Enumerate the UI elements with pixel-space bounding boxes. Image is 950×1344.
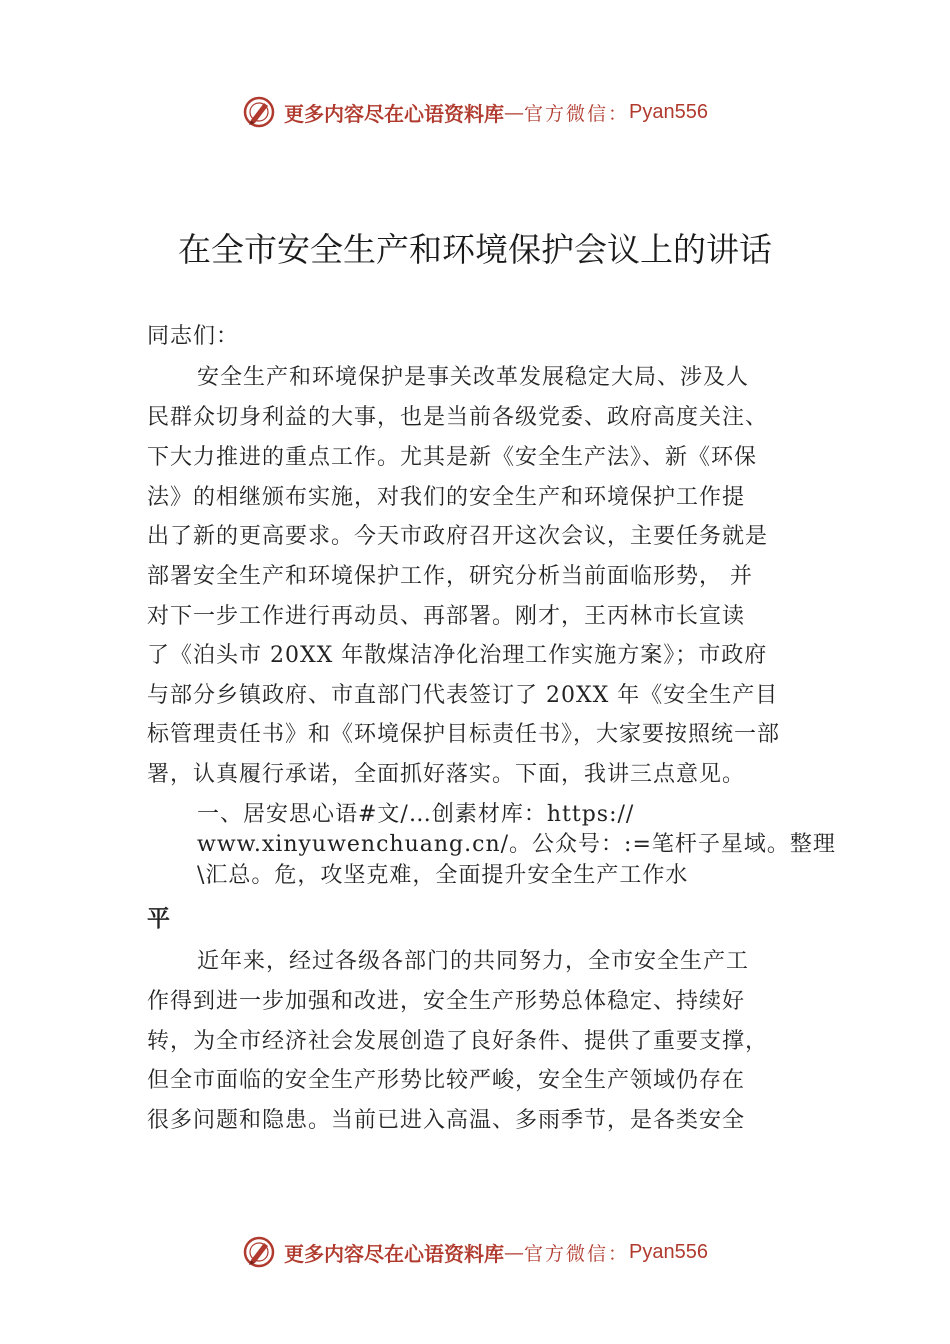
paragraph-line: 民群众切身利益的大事，也是当前各级党委、政府高度关注、 xyxy=(147,405,769,430)
watermark-text: 更多内容尽在心语资料库 xyxy=(284,101,504,126)
paragraph-line: 出了新的更高要求。今天市政府召开这次会议，主要任务就是 xyxy=(147,524,769,549)
watermark-wechat-label: 官方微信： xyxy=(524,102,630,125)
header-watermark-banner xyxy=(0,92,950,132)
document-title: 在全市安全生产和环境保护会议上的讲话 xyxy=(178,230,772,269)
paragraph-line: 标管理责任书》和《环境保护目标责任书》，大家要按照统一部 xyxy=(147,722,781,747)
section-heading-line: \汇总。危，攻坚克难，全面提升安全生产工作水 xyxy=(197,863,689,888)
section-heading-end: 平 xyxy=(147,905,171,932)
paragraph-line: 近年来，经过各级各部门的共同努力，全市安全生产工 xyxy=(197,949,750,974)
watermark-wechat-label: 官方微信： xyxy=(524,1242,630,1265)
paragraph-line: 与部分乡镇政府、市直部门代表签订了 20XX 年《安全生产目 xyxy=(147,683,779,708)
watermark-separator: — xyxy=(504,100,524,124)
paragraph-line: 部署安全生产和环境保护工作，研究分析当前面临形势， 并 xyxy=(147,564,753,589)
paragraph-line: 署，认真履行承诺，全面抓好落实。下面，我讲三点意见。 xyxy=(147,762,746,787)
watermark-text: 更多内容尽在心语资料库 xyxy=(284,1241,504,1266)
pen-circle-logo-icon xyxy=(242,95,276,129)
pen-circle-logo-icon xyxy=(242,1235,276,1269)
paragraph-line: 对下一步工作进行再动员、再部署。刚才，王丙林市长宣读 xyxy=(147,604,746,629)
paragraph-line: 转，为全市经济社会发展创造了良好条件、提供了重要支撑， xyxy=(147,1029,769,1054)
watermark-wechat-id: Pyan556 xyxy=(629,1240,708,1263)
salutation: 同志们： xyxy=(147,324,240,349)
paragraph-line: 安全生产和环境保护是事关改革发展稳定大局、涉及人 xyxy=(197,365,750,390)
paragraph-line: 了《泊头市 20XX 年散煤洁净化治理工作实施方案》；市政府 xyxy=(147,643,768,668)
paragraph-line: 但全市面临的安全生产形势比较严峻，安全生产领域仍存在 xyxy=(147,1068,746,1093)
paragraph-line: 下大力推进的重点工作。尤其是新《安全生产法》、新《环保 xyxy=(147,445,758,470)
paragraph-line: 作得到进一步加强和改进，安全生产形势总体稳定、持续好 xyxy=(147,989,746,1014)
paragraph-line: 很多问题和隐患。当前已进入高温、多雨季节，是各类安全 xyxy=(147,1108,746,1133)
section-heading-line: 一、居安思心语#文/…创素材库：https:// xyxy=(197,802,635,827)
watermark-wechat-id: Pyan556 xyxy=(629,100,708,123)
watermark-separator: — xyxy=(504,1240,524,1264)
document-body xyxy=(0,320,950,1150)
section-heading-line: www.xinyuwenchuang.cn/。公众号：:=笔杆子星域。整理 xyxy=(197,832,836,857)
paragraph-line: 法》的相继颁布实施，对我们的安全生产和环境保护工作提 xyxy=(147,485,746,510)
footer-watermark-banner xyxy=(0,1232,950,1272)
